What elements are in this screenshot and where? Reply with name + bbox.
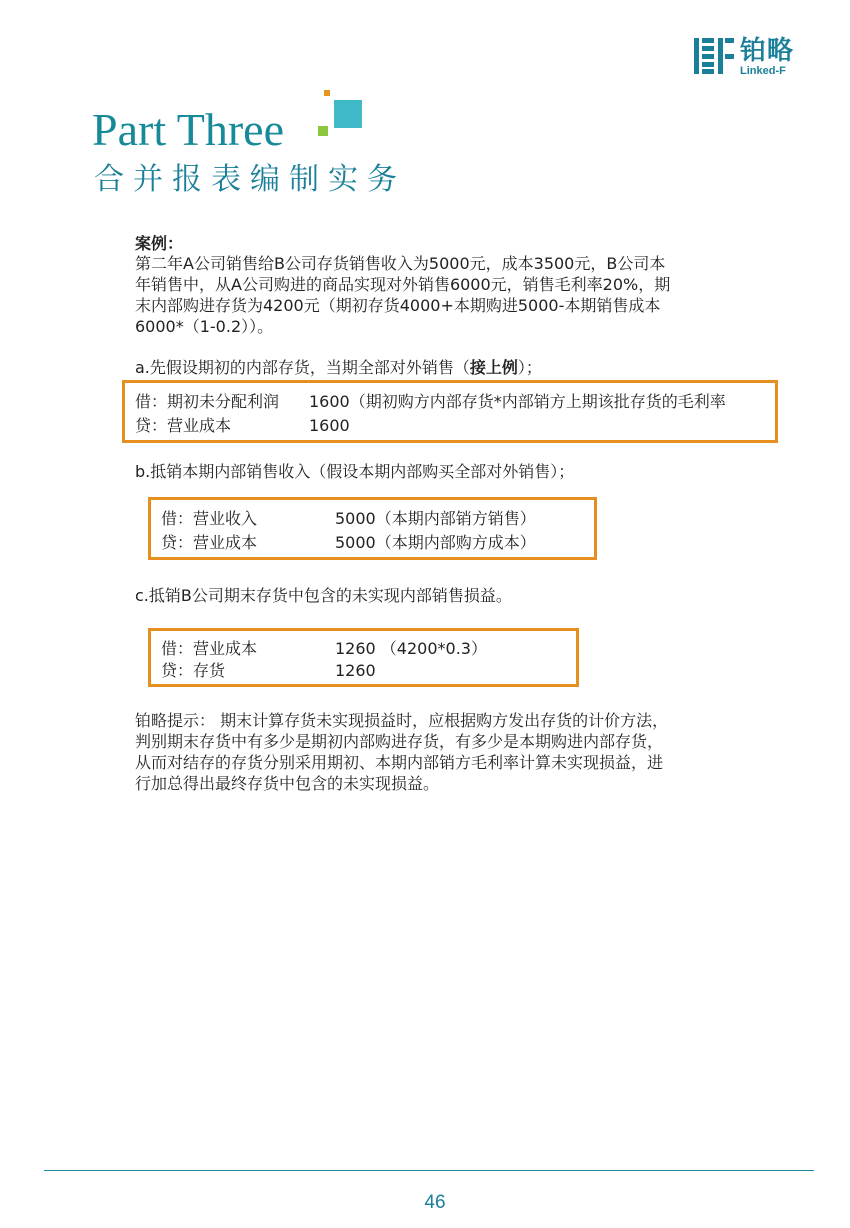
company-logo bbox=[692, 36, 810, 76]
tip-line-2: 判别期末存货中有多少是期初内部购进存货，有多少是本期购进内部存货， bbox=[135, 732, 664, 751]
entry-c-credit-amount: 1260 bbox=[335, 661, 376, 680]
entry-b-debit-side: 借：营业收入 bbox=[161, 509, 258, 528]
entry-b-debit-amount: 5000（本期内部销方销售） bbox=[335, 509, 536, 528]
journal-entry-box-a bbox=[122, 380, 778, 443]
section-a-heading-suffix: ）； bbox=[517, 358, 542, 377]
entry-b-credit-amount: 5000（本期内部购方成本） bbox=[335, 533, 536, 552]
case-line-1: 第二年A公司销售给B公司存货销售收入为5000元，成本3500元，B公司本 bbox=[135, 254, 666, 273]
tip-line-4: 行加总得出最终存货中包含的未实现损益。 bbox=[135, 774, 440, 793]
journal-entry-box-c bbox=[148, 628, 579, 687]
entry-a-credit-side: 贷：营业成本 bbox=[135, 416, 232, 435]
section-a-heading-bold: 接上例 bbox=[469, 358, 518, 377]
decorative-squares-icon bbox=[316, 90, 366, 142]
logo-chinese-text: 铂略 bbox=[740, 36, 795, 66]
section-a-heading-prefix: a.先假设期初的内部存货，当期全部对外销售（ bbox=[135, 358, 470, 377]
tip-line-1: 铂略提示： 期末计算存货未实现损益时，应根据购方发出存货的计价方法， bbox=[135, 711, 669, 730]
logo-english-text: Linked-F bbox=[740, 65, 786, 77]
section-b-heading: b.抵销本期内部销售收入（假设本期内部购买全部对外销售）； bbox=[135, 462, 575, 481]
journal-entry-box-b bbox=[148, 497, 597, 560]
entry-c-debit-side: 借：营业成本 bbox=[161, 639, 258, 658]
part-subtitle: 合并报表编制实务 bbox=[94, 162, 406, 197]
logo-mark-icon bbox=[692, 36, 736, 76]
entry-a-credit-amount: 1600 bbox=[309, 416, 350, 435]
section-a-heading bbox=[135, 357, 542, 378]
entry-c-debit-amount: 1260 （4200*0.3） bbox=[335, 639, 487, 658]
entry-b-credit-side: 贷：营业成本 bbox=[161, 533, 258, 552]
tip-line-3: 从而对结存的存货分别采用期初、本期内部销方毛利率计算未实现损益，进 bbox=[135, 753, 664, 772]
case-line-3: 末内部购进存货为4200元（期初存货4000+本期购进5000-本期销售成本 bbox=[135, 296, 661, 315]
section-c-heading: c.抵销B公司期末存货中包含的未实现内部销售损益。 bbox=[135, 586, 512, 605]
case-heading: 案例： bbox=[135, 234, 184, 253]
case-line-2: 年销售中，从A公司购进的商品实现对外销售6000元，销售毛利率20%，期 bbox=[135, 275, 671, 294]
entry-a-debit-side: 借：期初未分配利润 bbox=[135, 392, 280, 411]
case-line-4: 6000*（1-0.2））。 bbox=[135, 317, 274, 336]
page-number: 46 bbox=[424, 1192, 446, 1213]
entry-a-debit-amount: 1600（期初购方内部存货*内部销方上期该批存货的毛利率 bbox=[309, 392, 726, 411]
part-title: Part Three bbox=[92, 104, 285, 155]
footer-divider bbox=[44, 1170, 814, 1171]
entry-c-credit-side: 贷：存货 bbox=[161, 661, 226, 680]
